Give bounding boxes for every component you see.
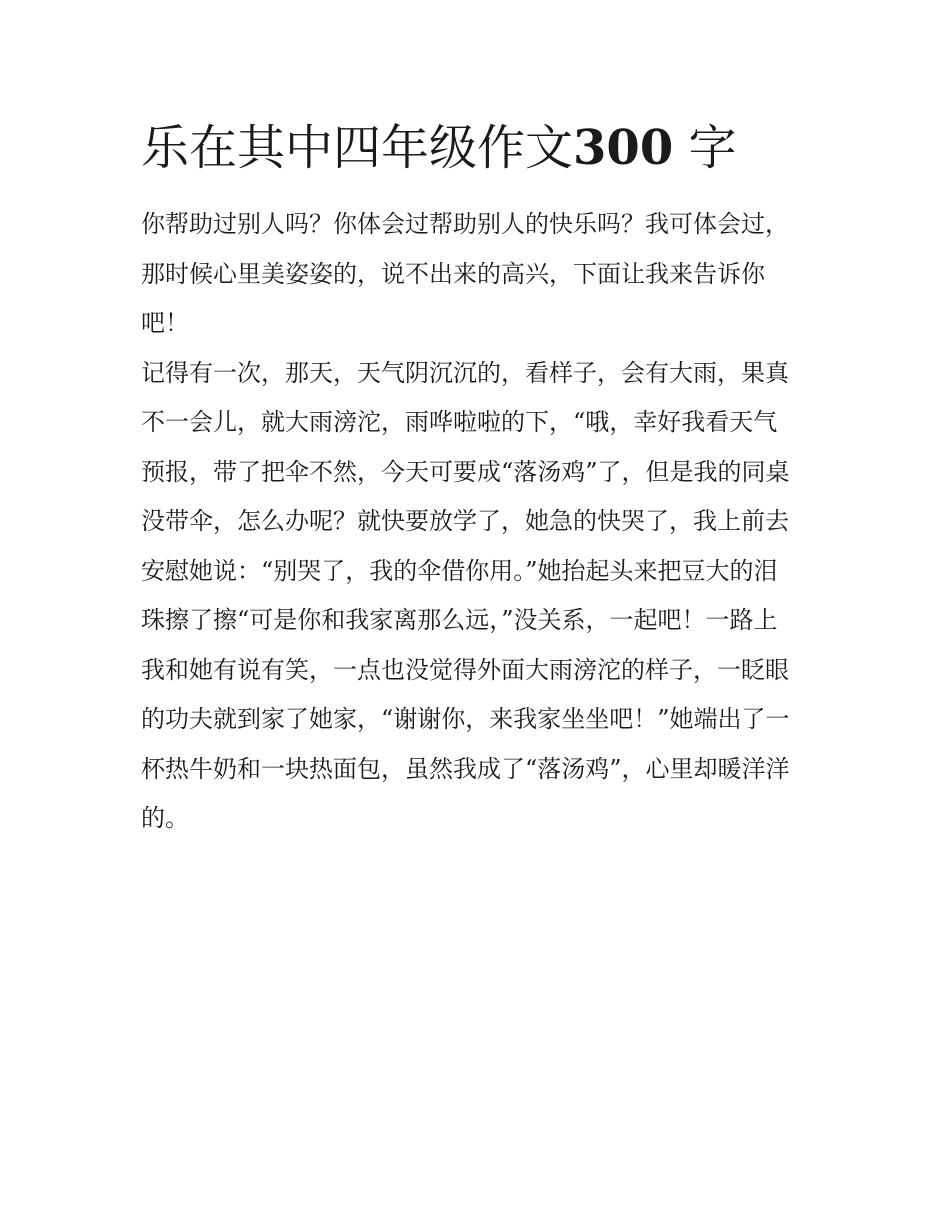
text-line: 你帮助过别人吗？你体会过帮助别人的快乐吗？我可体会过， bbox=[141, 210, 789, 238]
text-line: 记得有一次，那天，天气阴沉沉的，看样子，会有大雨，果真 bbox=[141, 358, 789, 387]
document-page bbox=[141, 0, 813, 1229]
text-line: 不一会儿，就大雨滂沱，雨哗啦啦的下，“哦，幸好我看天气 bbox=[141, 408, 778, 436]
text-line: 吧！ bbox=[141, 309, 189, 337]
text-line: 那时候心里美姿姿的，说不出来的高兴，下面让我来告诉你 bbox=[141, 259, 765, 288]
text-line: 预报，带了把伞不然，今天可要成“落汤鸡”了，但是我的同桌 bbox=[141, 457, 790, 486]
text-line: 我和她有说有笑，一点也没觉得外面大雨滂沱的样子，一眨眼 bbox=[141, 655, 789, 684]
essay-body bbox=[141, 200, 813, 844]
text-line: 杯热牛奶和一块热面包，虽然我成了“落汤鸡”，心里却暖洋洋 bbox=[141, 754, 790, 783]
text-line: 的功夫就到家了她家，“谢谢你，来我家坐坐吧！”她端出了一 bbox=[141, 705, 790, 733]
text-line: 珠擦了擦“可是你和我家离那么远，”没关系，一起吧！一路上 bbox=[141, 606, 778, 634]
text-line: 没带伞，怎么办呢？就快要放学了，她急的快哭了，我上前去 bbox=[141, 507, 789, 535]
title-prefix: 乐在其中四年级作文 bbox=[141, 120, 574, 176]
text-line: 的。 bbox=[141, 804, 189, 832]
document-title bbox=[141, 118, 737, 178]
text-line: 安慰她说：“别哭了，我的伞借你用。”她抬起头来把豆大的泪 bbox=[141, 556, 778, 585]
title-number: 300 bbox=[573, 120, 674, 176]
title-suffix: 字 bbox=[688, 120, 737, 176]
